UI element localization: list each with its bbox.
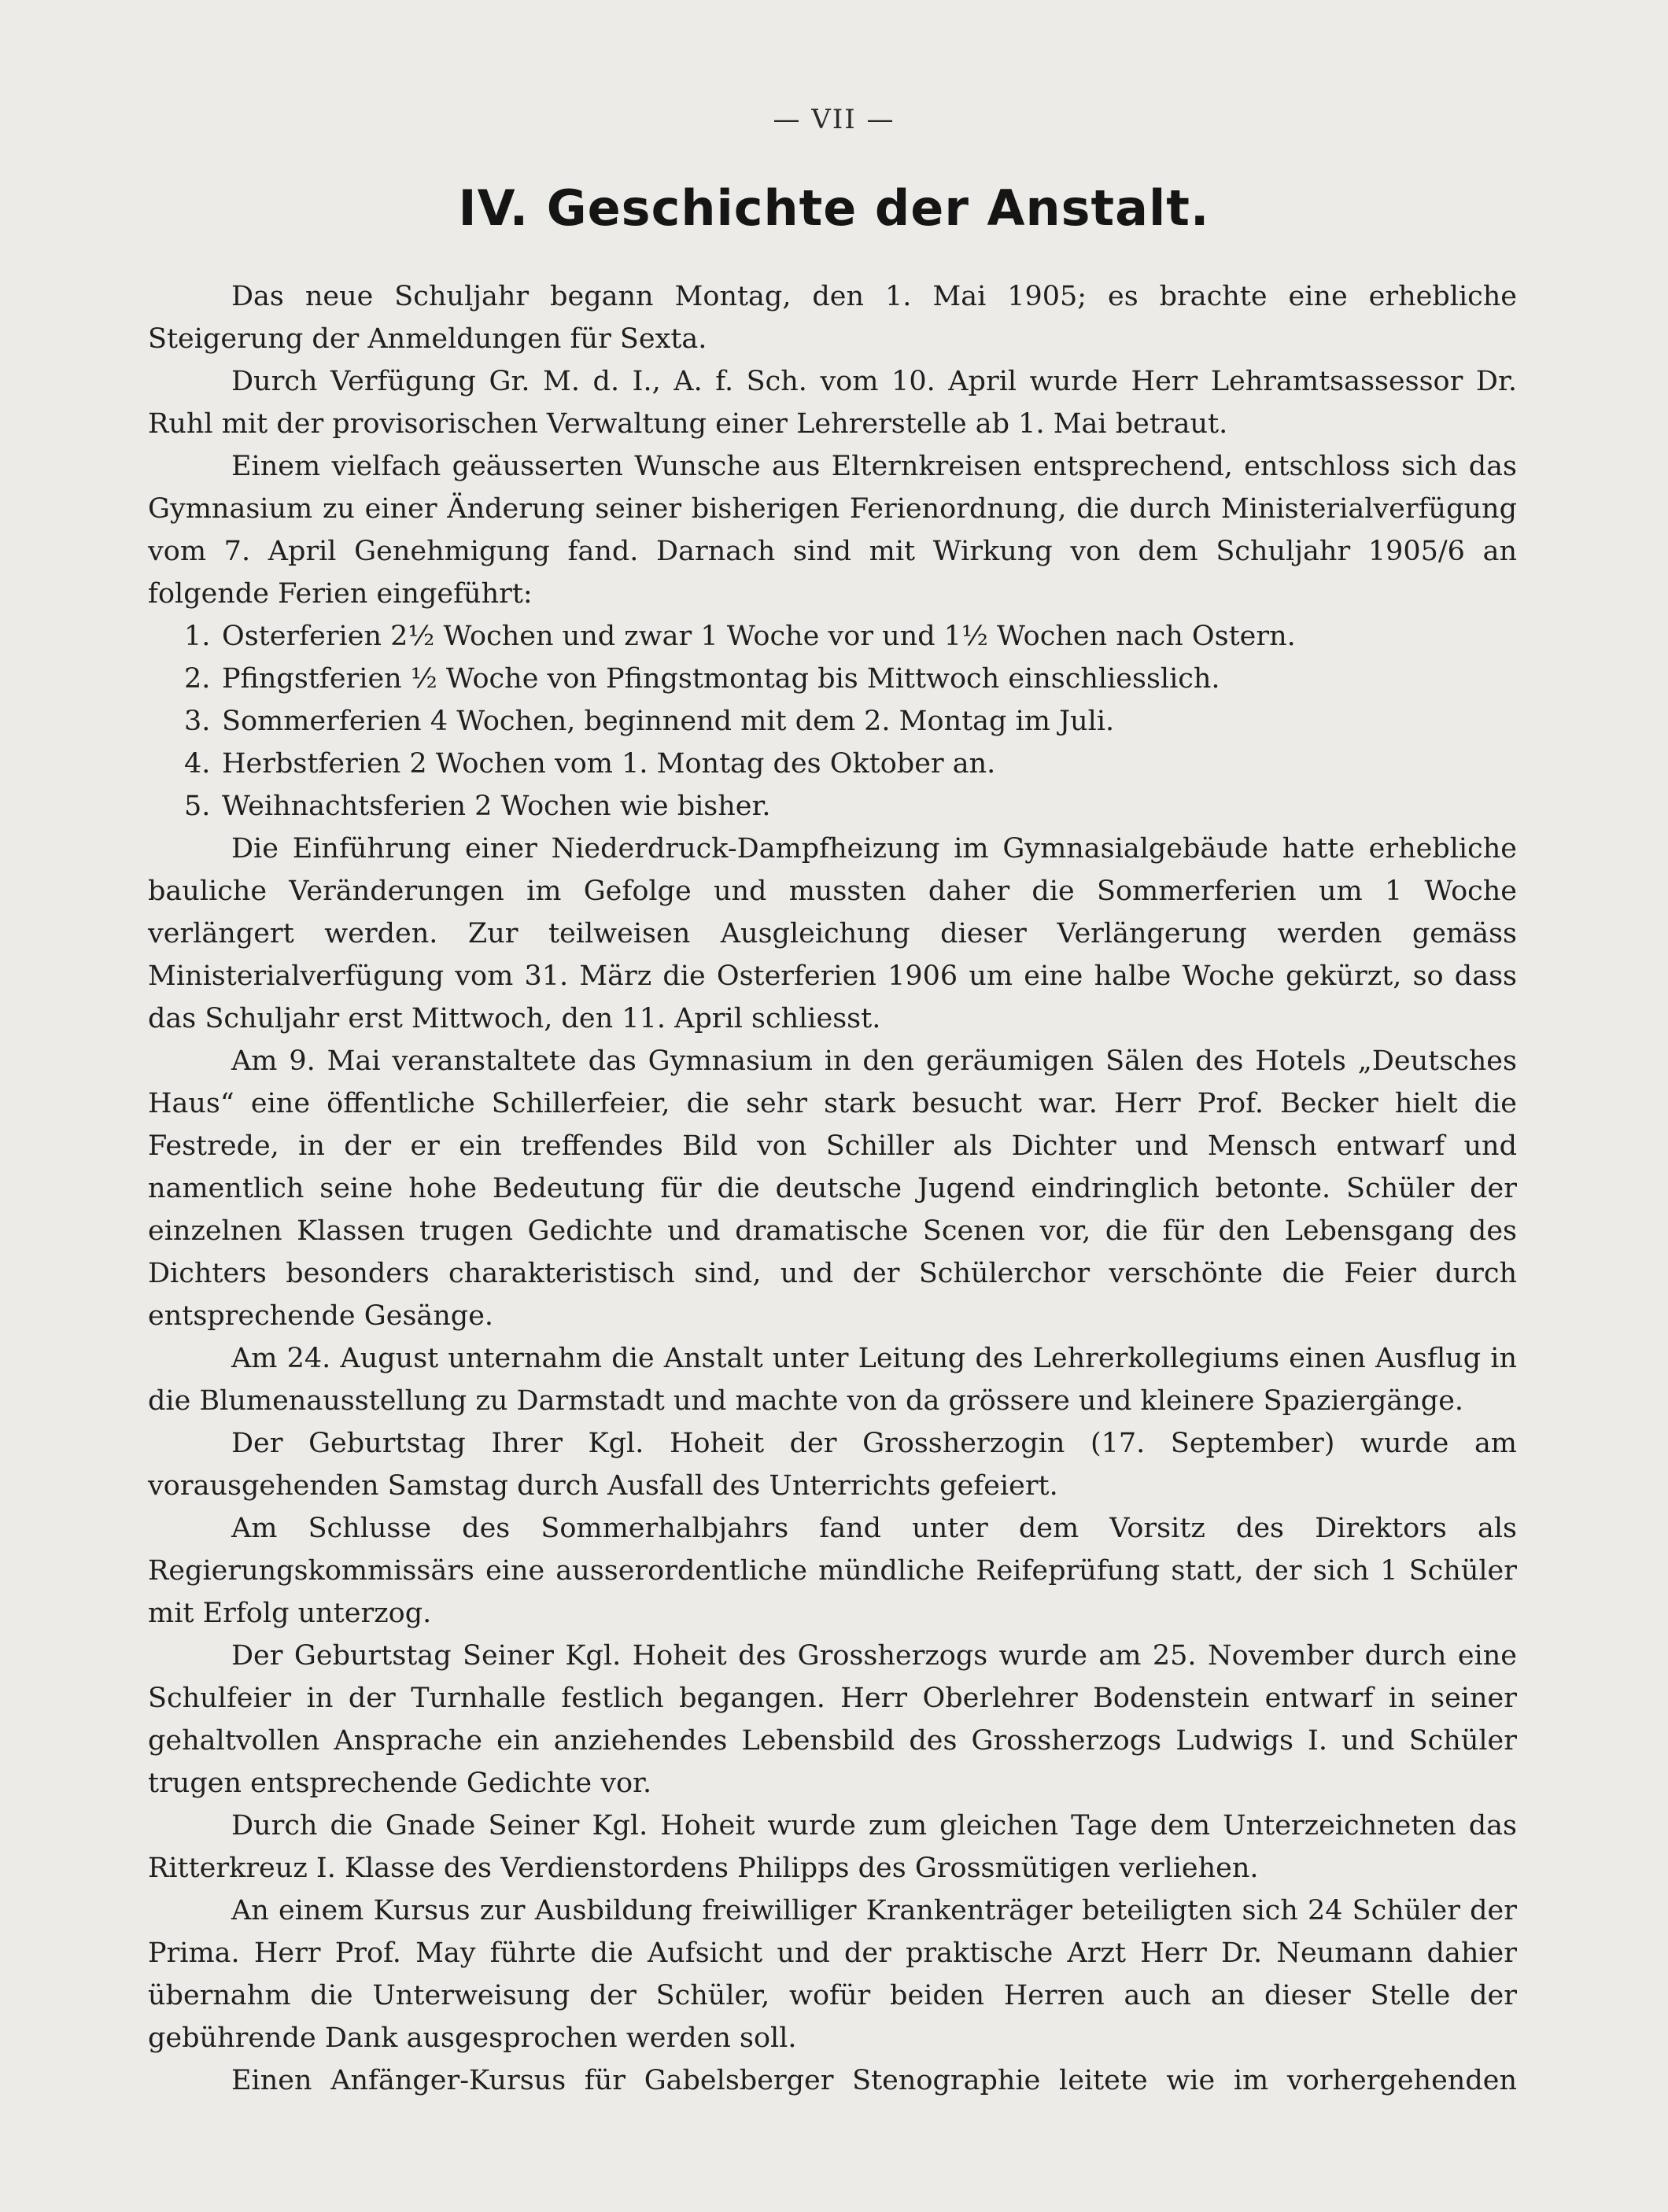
paragraph: Am 24. August unternahm die Anstalt unter Leitung des Lehrerkollegiums einen Ausflug in die Blumenausstellung zu Darmstadt und machte von da grössere und kleinere Spaziergänge.	[148, 1343, 1517, 1417]
section-heading: IV. Geschichte der Anstalt.	[458, 179, 1210, 237]
list-item-text: Herbstferien 2 Wochen vom 1. Montag des Oktober an.	[222, 748, 996, 780]
holiday-list	[148, 615, 1517, 828]
page-number: — VII —	[773, 104, 895, 135]
paragraph: Am 9. Mai veranstaltete das Gymnasium in den geräumigen Sälen des Hotels „Deutsches Haus“ eine öffentliche Schillerfeier, die sehr stark besucht war. Herr Prof. Becker hielt die Festrede, in der er ein treffendes Bild von Schiller als Dichter und Mensch entwarf und namentlich seine hohe Bedeutung für die deutsche Jugend eindringlich betonte. Schüler der einzelnen Klassen trugen Gedichte und dramatische Scenen vor, die für den Lebensgang des Dichters besonders charakteristisch sind, und der Schülerchor verschönte die Feier durch entsprechende Gesänge.	[148, 1045, 1517, 1332]
paragraph: Der Geburtstag Ihrer Kgl. Hoheit der Grossherzogin (17. September) wurde am vorausgehenden Samstag durch Ausfall des Unterrichts gefeiert.	[148, 1428, 1517, 1502]
list-item: 4. Herbstferien 2 Wochen vom 1. Montag des Oktober an.	[148, 743, 1517, 785]
paragraph: Die Einführung einer Niederdruck-Dampfheizung im Gymnasialgebäude hatte erhebliche bauliche Veränderungen im Gefolge und mussten daher die Sommerferien um 1 Woche verlängert werden. Zur teilweisen Ausgleichung dieser Verlängerung werden gemäss Ministerialverfügung vom 31. März die Osterferien 1906 um eine halbe Woche gekürzt, so dass das Schuljahr erst Mittwoch, den 11. April schliesst.	[148, 833, 1517, 1034]
body-text	[148, 275, 1517, 2102]
list-item: 2. Pfingstferien ½ Woche von Pfingstmontag bis Mittwoch einschliesslich.	[148, 658, 1517, 700]
list-item: 1. Osterferien 2½ Wochen und zwar 1 Woche vor und 1½ Wochen nach Ostern.	[148, 615, 1517, 658]
paragraph: An einem Kursus zur Ausbildung freiwilliger Krankenträger beteiligten sich 24 Schüler der Prima. Herr Prof. May führte die Aufsicht und der praktische Arzt Herr Dr. Neumann dahier übernahm die Unterweisung der Schüler, wofür beiden Herren auch an dieser Stelle der gebührende Dank ausgesprochen werden soll.	[148, 1895, 1517, 2054]
list-item: 3. Sommerferien 4 Wochen, beginnend mit dem 2. Montag im Juli.	[148, 700, 1517, 743]
paragraph: Das neue Schuljahr begann Montag, den 1. Mai 1905; es brachte eine erhebliche Steigerung der Anmeldungen für Sexta.	[148, 281, 1517, 355]
list-item: 5. Weihnachtsferien 2 Wochen wie bisher.	[148, 785, 1517, 828]
paragraph: Durch die Gnade Seiner Kgl. Hoheit wurde zum gleichen Tage dem Unterzeichneten das Ritterkreuz I. Klasse des Verdienstordens Philipps des Grossmütigen verliehen.	[148, 1810, 1517, 1884]
paragraph: Durch Verfügung Gr. M. d. I., A. f. Sch. vom 10. April wurde Herr Lehramtsassessor Dr. Ruhl mit der provisorischen Verwaltung einer Lehrerstelle ab 1. Mai betraut.	[148, 366, 1517, 440]
paragraph: Einem vielfach geäusserten Wunsche aus Elternkreisen entsprechend, entschloss sich das Gymnasium zu einer Änderung seiner bisherigen Ferienordnung, die durch Ministerialverfügung vom 7. April Genehmigung fand. Darnach sind mit Wirkung von dem Schuljahr 1905/6 an folgende Ferien eingeführt:	[148, 451, 1517, 610]
paragraph: Einen Anfänger-Kursus für Gabelsberger Stenographie leitete wie im vorhergehenden	[231, 2065, 1517, 2096]
list-item-text: Pfingstferien ½ Woche von Pfingstmontag bis Mittwoch einschliesslich.	[222, 663, 1220, 695]
list-item-text: Weihnachtsferien 2 Wochen wie bisher.	[222, 791, 771, 822]
list-item-text: Sommerferien 4 Wochen, beginnend mit dem 2. Montag im Juli.	[222, 706, 1115, 737]
paragraph: Der Geburtstag Seiner Kgl. Hoheit des Grossherzogs wurde am 25. November durch eine Schulfeier in der Turnhalle festlich begangen. Herr Oberlehrer Bodenstein entwarf in seiner gehaltvollen Ansprache ein anziehendes Lebensbild des Grossherzogs Ludwigs I. und Schüler trugen entsprechende Gedichte vor.	[148, 1640, 1517, 1799]
paragraph: Am Schlusse des Sommerhalbjahrs fand unter dem Vorsitz des Direktors als Regierungskommissärs eine ausserordentliche mündliche Reifeprüfung statt, der sich 1 Schüler mit Erfolg unterzog.	[148, 1513, 1517, 1629]
list-item-text: Osterferien 2½ Wochen und zwar 1 Woche vor und 1½ Wochen nach Ostern.	[222, 621, 1296, 652]
